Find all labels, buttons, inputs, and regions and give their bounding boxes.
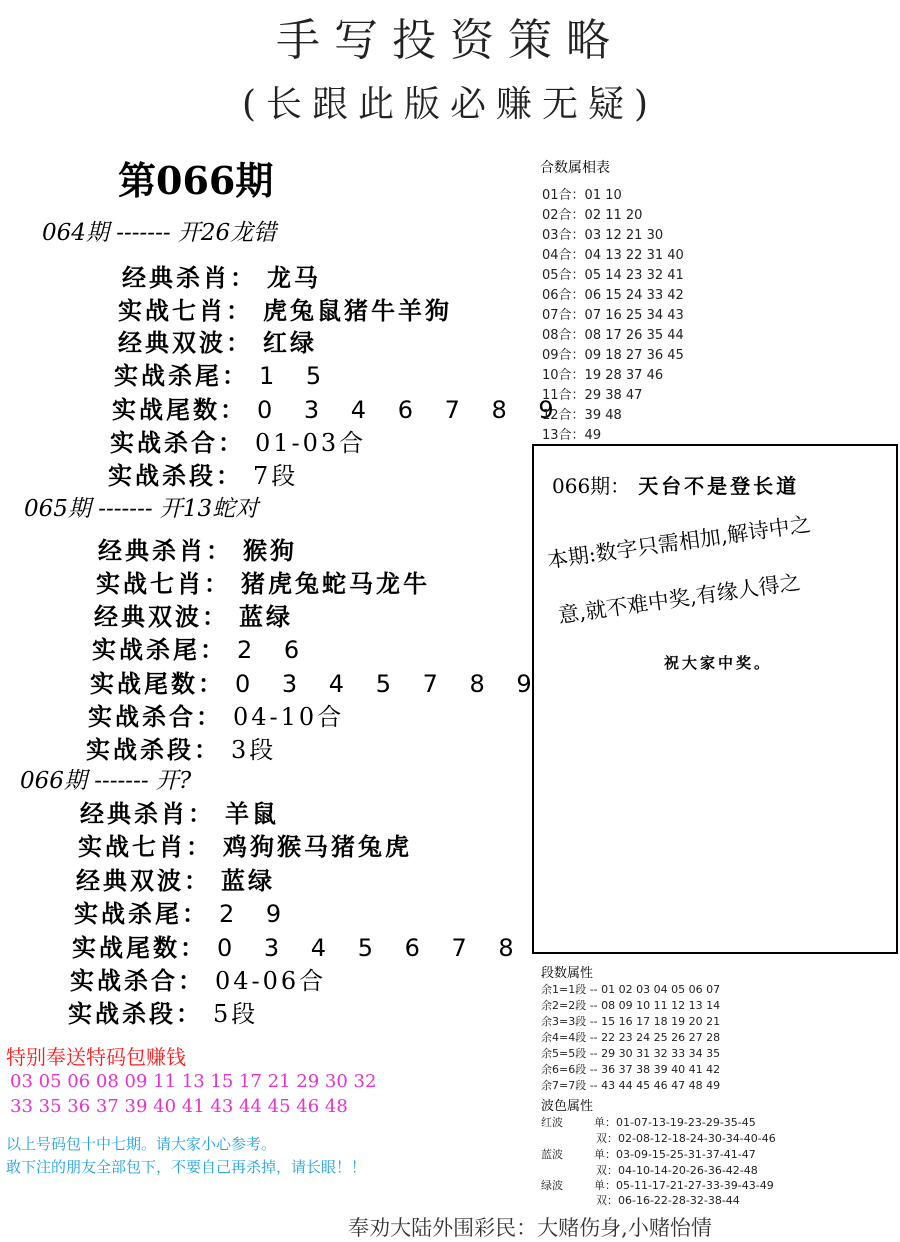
row-label: 实战杀尾： — [74, 899, 209, 928]
row-value: 猴狗 — [243, 536, 297, 565]
wave-kind: 双： — [596, 1164, 618, 1177]
row-value: 04-06合 — [215, 967, 327, 995]
wave-row — [594, 1146, 756, 1162]
promo-note: 敢下注的朋友全部包下，不要自己再杀掉，请长眼！！ — [6, 1158, 367, 1176]
period-065-row — [96, 564, 430, 599]
sum-table-row: 03合：03 12 21 30 — [542, 228, 664, 243]
row-label: 经典杀肖： — [122, 263, 257, 292]
row-label: 实战杀段： — [86, 735, 221, 764]
wave-kind: 单： — [594, 1148, 616, 1161]
footer-advice: 奉劝大陆外围彩民：大赌伤身,小赌怡情 — [348, 1216, 712, 1240]
sum-table-row: 11合：29 38 47 — [542, 388, 643, 403]
row-value: 红绿 — [263, 328, 317, 357]
period-066-row — [72, 928, 526, 963]
page-title: 手写投资策略 — [276, 15, 624, 66]
wave-row — [596, 1192, 740, 1208]
wave-color: 绿波 — [541, 1179, 563, 1192]
poem-issue-label: 066期： — [552, 474, 631, 498]
row-value: 虎兔鼠猪牛羊狗 — [263, 296, 452, 325]
row-label: 实战杀段： — [68, 999, 203, 1028]
period-066-row — [76, 861, 275, 896]
row-value: 蓝绿 — [221, 866, 275, 895]
period-064-row — [114, 356, 333, 391]
row-value: 3段 — [231, 736, 277, 764]
row-value: 1 5 — [259, 362, 334, 390]
wave-kind: 单： — [594, 1116, 616, 1129]
wave-row — [596, 1162, 758, 1178]
period-066-row — [68, 994, 258, 1029]
period-066-row — [78, 827, 412, 862]
sum-table-row: 13合：49 — [542, 428, 602, 443]
segment-row: 余1=1段 -- 01 02 03 04 05 06 07 — [541, 983, 721, 996]
row-label: 经典杀肖： — [80, 799, 215, 828]
sum-table-row: 12合：39 48 — [542, 408, 622, 423]
period-066-row — [70, 961, 326, 996]
row-label: 实战七肖： — [78, 832, 213, 861]
promo-note: 以上号码包十中七期。请大家小心参考。 — [6, 1135, 277, 1153]
poem-text: 天台不是登长道 — [638, 474, 800, 498]
row-label: 实战尾数： — [72, 933, 207, 962]
wave-numbers: 05-11-17-21-27-33-39-43-49 — [616, 1179, 774, 1192]
sum-table-title: 合数属相表 — [540, 160, 610, 176]
row-value: 2 9 — [219, 900, 294, 928]
period-064-row — [112, 390, 566, 425]
wave-numbers: 06-16-22-28-32-38-44 — [618, 1194, 740, 1207]
poem-hint-line: 意,就不难中奖,有缘人得之 — [556, 569, 802, 628]
period-064-row — [110, 423, 366, 458]
wave-row — [594, 1114, 756, 1130]
waves-title: 波色属性 — [541, 1099, 594, 1114]
row-label: 经典杀肖： — [98, 536, 233, 565]
row-value: 0 3 4 5 6 7 8 — [217, 934, 526, 962]
row-label: 实战杀合： — [70, 966, 205, 995]
promo-title: 特别奉送特码包赚钱 — [6, 1045, 186, 1069]
row-label: 经典双波： — [94, 602, 229, 631]
period-065-row — [92, 630, 311, 665]
row-value: 2 6 — [237, 636, 312, 664]
sum-table-row: 04合：04 13 22 31 40 — [542, 248, 684, 263]
wave-color: 红波 — [541, 1116, 563, 1129]
period-066-row — [80, 794, 279, 829]
sum-table-row: 06合：06 15 24 33 42 — [542, 288, 684, 303]
wave-numbers: 04-10-14-20-26-36-42-48 — [618, 1164, 758, 1177]
row-value: 7段 — [253, 462, 299, 490]
period-065-row — [98, 531, 297, 566]
row-label: 实战七肖： — [118, 296, 253, 325]
period-064-row — [118, 323, 317, 358]
row-value: 01-03合 — [255, 429, 367, 457]
period-064-row — [122, 258, 321, 293]
period-065-row — [90, 664, 544, 699]
promo-numbers: 03 05 06 08 09 11 13 15 17 21 29 30 32 — [10, 1071, 377, 1092]
row-value: 蓝绿 — [239, 602, 293, 631]
period-header-065: 065期 ------- 开13蛇对 — [24, 496, 259, 522]
row-label: 实战七肖： — [96, 569, 231, 598]
issue-heading: 第066期 — [118, 158, 274, 203]
row-label: 实战杀合： — [88, 702, 223, 731]
period-066-row — [74, 894, 293, 929]
segment-row: 余4=4段 -- 22 23 24 25 26 27 28 — [541, 1031, 721, 1044]
period-065-row — [94, 597, 293, 632]
wave-numbers: 03-09-15-25-31-37-41-47 — [616, 1148, 756, 1161]
row-label: 实战杀尾： — [114, 361, 249, 390]
row-label: 经典双波： — [118, 328, 253, 357]
segment-row: 余6=6段 -- 36 37 38 39 40 41 42 — [541, 1063, 721, 1076]
wave-kind: 单： — [594, 1179, 616, 1192]
period-064-row — [118, 291, 452, 326]
period-header-066: 066期 ------- 开? — [20, 768, 192, 794]
segments-title: 段数属性 — [541, 966, 594, 981]
segment-row: 余5=5段 -- 29 30 31 32 33 34 35 — [541, 1047, 721, 1060]
sum-table-row: 01合：01 10 — [542, 188, 622, 203]
sum-table-row: 10合：19 28 37 46 — [542, 368, 664, 383]
row-label: 实战杀合： — [110, 428, 245, 457]
wave-kind: 双： — [596, 1194, 618, 1207]
period-064-row — [108, 456, 298, 491]
wave-kind: 双： — [596, 1132, 618, 1145]
row-value: 0 3 4 6 7 8 9 — [257, 396, 566, 424]
row-value: 羊鼠 — [225, 799, 279, 828]
row-value: 04-10合 — [233, 703, 345, 731]
row-label: 实战尾数： — [90, 669, 225, 698]
row-value: 5段 — [213, 1000, 259, 1028]
period-065-row — [88, 697, 344, 732]
poem-hint-line: 本期:数字只需相加,解诗中之 — [545, 511, 813, 573]
segment-row: 余2=2段 -- 08 09 10 11 12 13 14 — [541, 999, 721, 1012]
row-label: 实战尾数： — [112, 395, 247, 424]
poem-title — [552, 470, 799, 499]
row-value: 鸡狗猴马猪兔虎 — [223, 832, 412, 861]
row-label: 经典双波： — [76, 866, 211, 895]
wave-row — [594, 1177, 774, 1193]
wave-numbers: 01-07-13-19-23-29-35-45 — [616, 1116, 756, 1129]
poem-blessing: 祝大家中奖。 — [664, 654, 773, 672]
row-value: 猪虎兔蛇马龙牛 — [241, 569, 430, 598]
row-label: 实战杀尾： — [92, 635, 227, 664]
period-065-row — [86, 730, 276, 765]
period-header-064: 064期 ------- 开26龙错 — [42, 220, 277, 246]
segment-row: 余7=7段 -- 43 44 45 46 47 48 49 — [541, 1079, 721, 1092]
segment-row: 余3=3段 -- 15 16 17 18 19 20 21 — [541, 1015, 721, 1028]
sum-table-row: 07合：07 16 25 34 43 — [542, 308, 684, 323]
row-value: 0 3 4 5 7 8 9 — [235, 670, 544, 698]
sum-table-row: 02合：02 11 20 — [542, 208, 643, 223]
wave-row — [596, 1130, 776, 1146]
sum-table-row: 05合：05 14 23 32 41 — [542, 268, 684, 283]
row-label: 实战杀段： — [108, 461, 243, 490]
wave-color: 蓝波 — [541, 1148, 563, 1161]
sum-table-row: 08合：08 17 26 35 44 — [542, 328, 684, 343]
promo-numbers: 33 35 36 37 39 40 41 43 44 45 46 48 — [10, 1096, 348, 1117]
page-subtitle: (长跟此版必赚无疑) — [241, 84, 659, 125]
wave-numbers: 02-08-12-18-24-30-34-40-46 — [618, 1132, 776, 1145]
row-value: 龙马 — [267, 263, 321, 292]
sum-table-row: 09合：09 18 27 36 45 — [542, 348, 684, 363]
